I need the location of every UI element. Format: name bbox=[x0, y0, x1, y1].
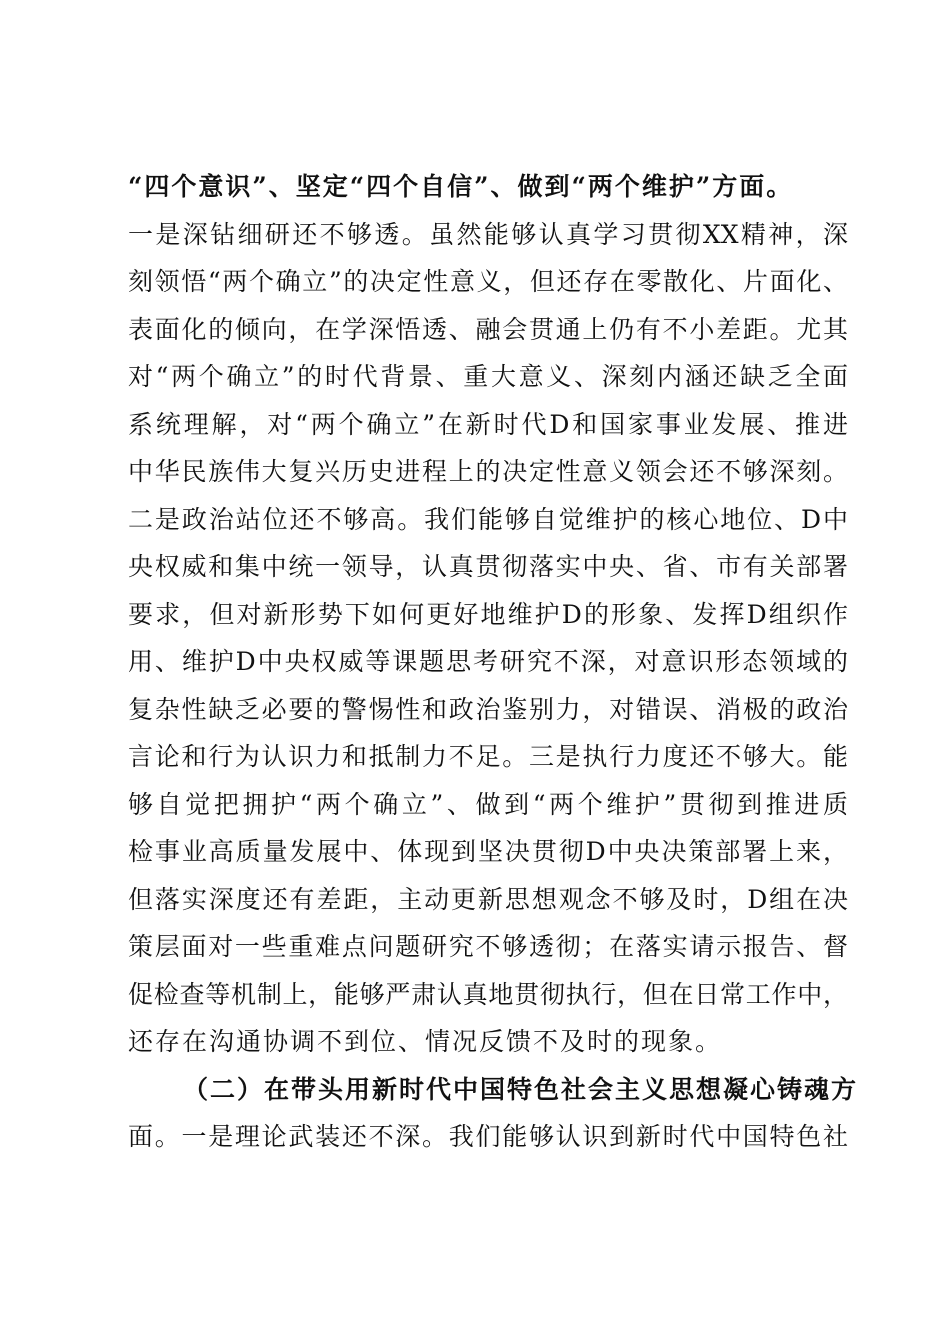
text-line-8: 二是政治站位还不够高。我们能够自觉维护的核心地位、D中 bbox=[128, 504, 848, 534]
document-body bbox=[128, 163, 859, 1161]
text-line-1: “四个意识”、坚定“四个自信”、做到“两个维护”方面。 bbox=[128, 172, 794, 201]
text-line-3: 刻领悟“两个确立”的决定性意义，但还存在零散化、片面化、 bbox=[128, 267, 848, 296]
text-line-10: 要求，但对新形势下如何更好地维护D的形象、发挥D组织作 bbox=[128, 599, 848, 629]
text-line-4: 表面化的倾向，在学深悟透、融会贯通上仍有不小差距。尤其 bbox=[128, 314, 848, 344]
text-line-18: 促检查等机制上，能够严肃认真地贯彻执行，但在日常工作中， bbox=[128, 979, 848, 1009]
text-line-14: 够自觉把拥护“两个确立”、做到“两个维护”贯彻到推进质 bbox=[128, 789, 848, 819]
text-line-16: 但落实深度还有差距，主动更新思想观念不够及时，D组在决 bbox=[128, 884, 848, 914]
text-line-7: 中华民族伟大复兴历史进程上的决定性意义领会还不够深刻。 bbox=[128, 457, 848, 486]
text-line-17: 策层面对一些重难点问题研究不够透彻；在落实请示报告、督 bbox=[128, 932, 848, 961]
text-line-19: 还存在沟通协调不到位、情况反馈不及时的现象。 bbox=[128, 1027, 723, 1056]
text-line-11: 用、维护D中央权威等课题思考研究不深，对意识形态领域的 bbox=[128, 647, 848, 676]
text-line-5: 对“两个确立”的时代背景、重大意义、深刻内涵还缺乏全面 bbox=[128, 362, 848, 391]
text-line-9: 央权威和集中统一领导，认真贯彻落实中央、省、市有关部署 bbox=[128, 552, 848, 581]
text-line-12: 复杂性缺乏必要的警惕性和政治鉴别力，对错误、消极的政治 bbox=[128, 694, 848, 724]
text-line-13: 言论和行为认识力和抵制力不足。三是执行力度还不够大。能 bbox=[128, 742, 848, 771]
text-line-2: 一是深钻细研还不够透。虽然能够认真学习贯彻XX精神，深 bbox=[128, 219, 848, 249]
text-line-15: 检事业高质量发展中、体现到坚决贯彻D中央决策部署上来， bbox=[128, 837, 848, 866]
text-line-6: 系统理解，对“两个确立”在新时代D和国家事业发展、推进 bbox=[128, 409, 848, 439]
text-line-21: 面。一是理论武装还不深。我们能够认识到新时代中国特色社 bbox=[128, 1122, 848, 1151]
section-heading-line: （二）在带头用新时代中国特色社会主义思想凝心铸魂方 bbox=[183, 1074, 859, 1104]
